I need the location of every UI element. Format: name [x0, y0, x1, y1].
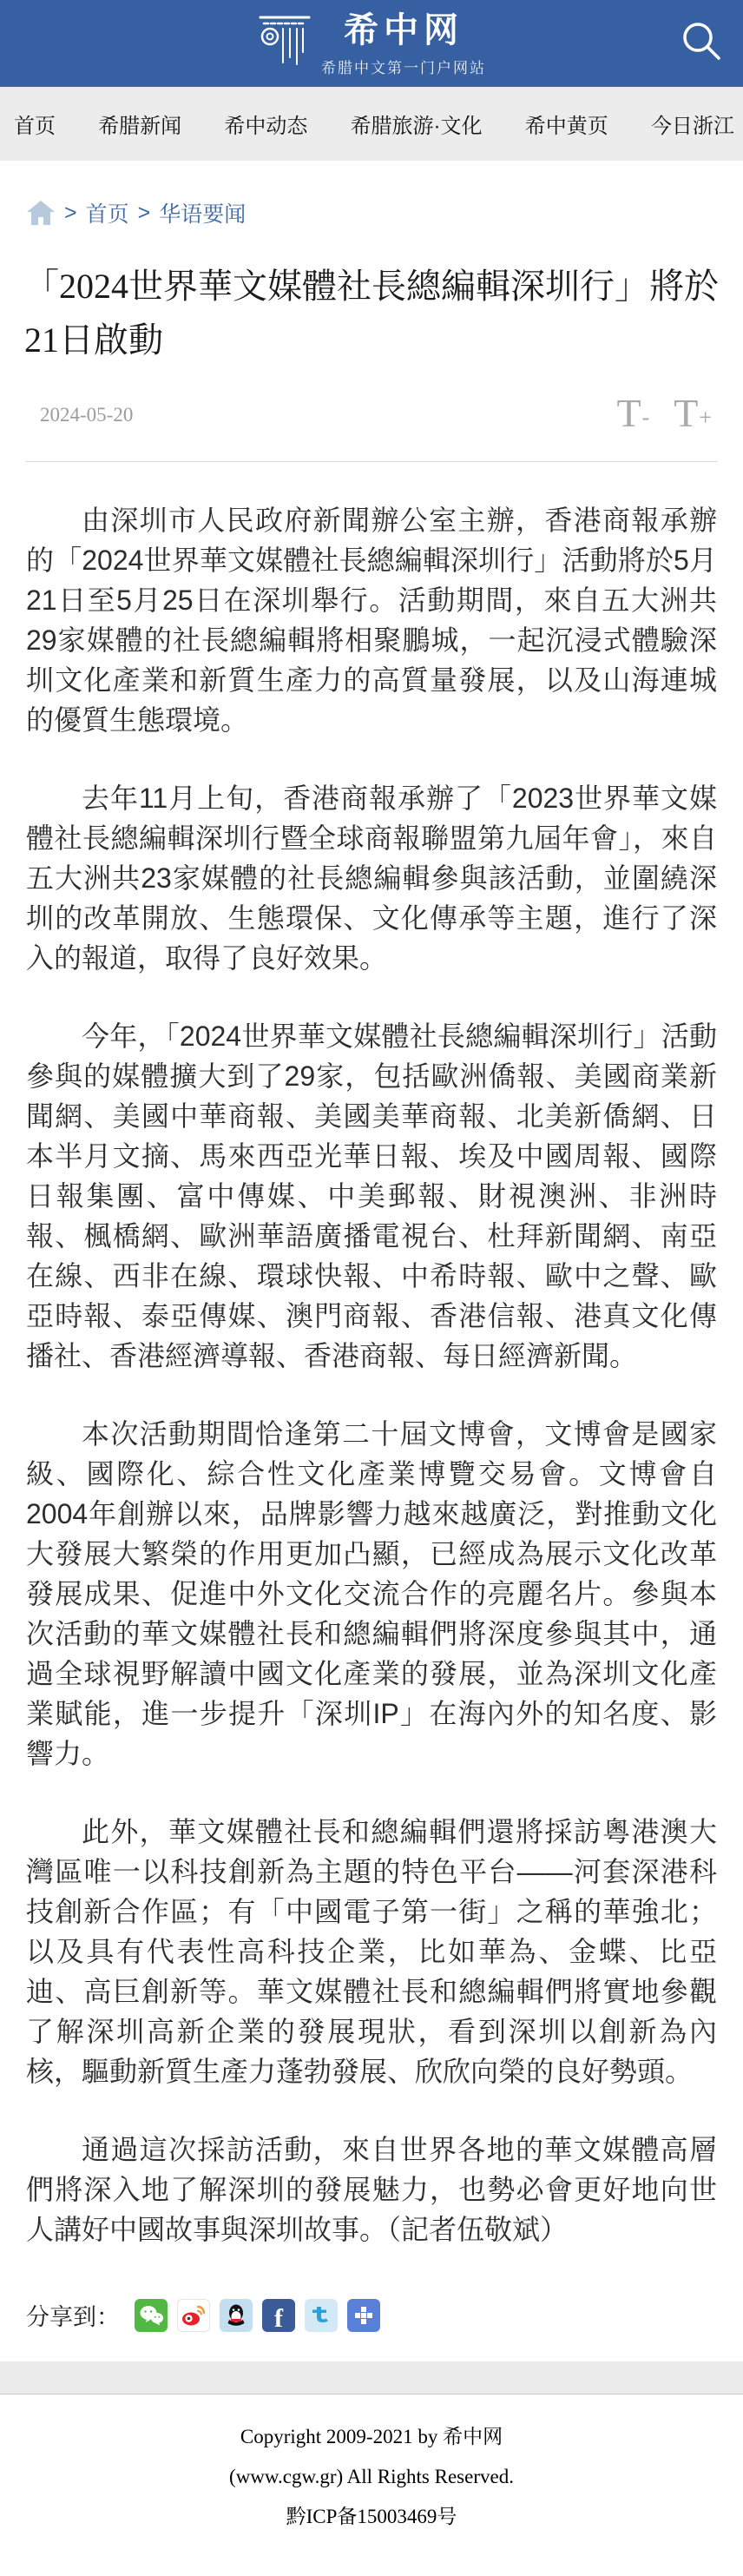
twitter-share-button[interactable]: [305, 2299, 338, 2332]
article-paragraph: 由深圳市人民政府新聞辦公室主辦，香港商報承辦的「2024世界華文媒體社長總編輯深圳行」活動將於5月21日至5月25日在深圳舉行。活動期間，來自五大洲共29家媒體的社長總編輯將相聚鵬城，一起沉浸式體驗深圳文化產業和新質生產力的高質量發展，以及山海連城的優質生態環境。: [26, 505, 717, 736]
site-tagline: 希腊中文第一门户网站: [321, 59, 486, 76]
copyright-line: Copyright 2009-2021 by 希中网: [240, 2426, 503, 2447]
nav-item-yellow-pages[interactable]: 希中黄页: [524, 115, 608, 138]
wechat-share-button[interactable]: [135, 2299, 168, 2332]
article-paragraph: 去年11月上旬，香港商報承辦了「2023世界華文媒體社長總編輯深圳行暨全球商報聯盟第九屆年會」，來自五大洲共23家媒體的社長總編輯參與該活動，並圍繞深圳的改革開放、生態環保、文化傳承等主題，進行了深入的報道，取得了良好效果。: [26, 783, 717, 974]
facebook-icon: f: [274, 2303, 283, 2333]
icp-line: 黔ICP备15003469号: [286, 2506, 457, 2527]
nav-item-home[interactable]: 首页: [14, 115, 56, 138]
article: [0, 260, 743, 2332]
site-header: [0, 0, 743, 87]
footer-copyright: [0, 2394, 743, 2554]
wechat-icon: [138, 2303, 164, 2328]
article-body: [0, 500, 743, 2249]
home-icon[interactable]: [26, 200, 56, 226]
search-button[interactable]: [672, 12, 731, 71]
greek-column-icon: [257, 14, 312, 72]
breadcrumb-current-link[interactable]: 华语要闻: [159, 202, 247, 227]
nav-item-travel-culture[interactable]: 希腊旅游·文化: [350, 115, 483, 138]
article-paragraph: 本次活動期間恰逢第二十屆文博會，文博會是國家級、國際化、綜合性文化產業博覽交易會。文博會自2004年創辦以來，品牌影響力越來越廣泛，對推動文化大發展大繁榮的作用更加凸顯，已經成為展示文化改革發展成果、促進中外文化交流合作的亮麗名片。參與本次活動的華文媒體社長和總編輯們將深度參與其中，通過全球視野解讀中國文化產業的發展，並為深圳文化產業賦能，進一步提升「深圳IP」在海內外的知名度、影響力。: [26, 1418, 717, 1769]
site-footer: [0, 2361, 743, 2554]
article-paragraph: 今年，「2024世界華文媒體社長總編輯深圳行」活動參與的媒體擴大到了29家，包括歐洲僑報、美國商業新聞網、美國中華商報、美國美華商報、北美新僑網、日本半月文摘、馬來西亞光華日報、埃及中國周報、國際日報集團、富中傳媒、中美郵報、財視澳洲、非洲時報、楓橋網、歐洲華語廣播電視台、杜拜新聞網、南亞在線、西非在線、環球快報、中希時報、歐中之聲、歐亞時報、泰亞傳媒、澳門商報、香港信報、港真文化傳播社、香港經濟導報、香港商報、每日經濟新聞。: [26, 1020, 717, 1371]
more-share-icon: [353, 2305, 374, 2326]
weibo-icon: [181, 2303, 207, 2328]
article-paragraph: 通過這次採訪活動，來自世界各地的華文媒體高層們將深入地了解深圳的發展魅力，也勢必會更好地向世人講好中國故事與深圳故事。（記者伍敬斌）: [26, 2134, 717, 2245]
footer-strip: [0, 2361, 743, 2394]
more-share-button[interactable]: [347, 2299, 380, 2332]
search-icon: [679, 18, 724, 66]
font-increase-button[interactable]: T+: [674, 393, 712, 438]
article-paragraph: 此外，華文媒體社長和總編輯們還將採訪粵港澳大灣區唯一以科技創新為主題的特色平台——河套深港科技創新合作區；有「中國電子第一街」之稱的華強北；以及具有代表性高科技企業，比如華為、金蝶、比亞迪、高巨創新等。華文媒體社長和總編輯們將實地參觀了解深圳高新企業的發展現狀，看到深圳以創新為內核，驅動新質生產力蓬勃發展、欣欣向榮的良好勢頭。: [26, 1816, 717, 2087]
font-decrease-button[interactable]: T-: [616, 393, 649, 438]
main-nav: [0, 87, 743, 161]
rights-line: (www.cgw.gr) All Rights Reserved.: [229, 2466, 514, 2487]
page-title: 「2024世界華文媒體社長總編輯深圳行」將於21日啟動: [24, 267, 719, 360]
title-divider: [26, 461, 717, 462]
breadcrumb-separator: >: [64, 200, 77, 225]
article-date: 2024-05-20: [40, 404, 134, 426]
qq-share-button[interactable]: [220, 2299, 253, 2332]
nav-item-greece-news[interactable]: 希腊新闻: [98, 115, 182, 138]
article-meta: [26, 392, 717, 439]
nav-item-xizhong-news[interactable]: 希中动态: [224, 115, 308, 138]
weibo-share-button[interactable]: [177, 2299, 210, 2332]
site-name: 希中网: [344, 10, 464, 50]
twitter-icon: [310, 2305, 332, 2326]
font-size-controls: [616, 390, 717, 438]
nav-item-today-zhejiang[interactable]: 今日浙江: [650, 115, 734, 138]
qq-icon: [224, 2302, 248, 2328]
breadcrumb-home-link[interactable]: 首页: [85, 202, 129, 227]
share-label: 分享到：: [26, 2304, 120, 2330]
share-bar: [26, 2298, 717, 2332]
site-logo[interactable]: [257, 10, 486, 77]
breadcrumb: [0, 161, 743, 241]
facebook-share-button[interactable]: [262, 2299, 295, 2332]
breadcrumb-separator: >: [137, 200, 151, 225]
